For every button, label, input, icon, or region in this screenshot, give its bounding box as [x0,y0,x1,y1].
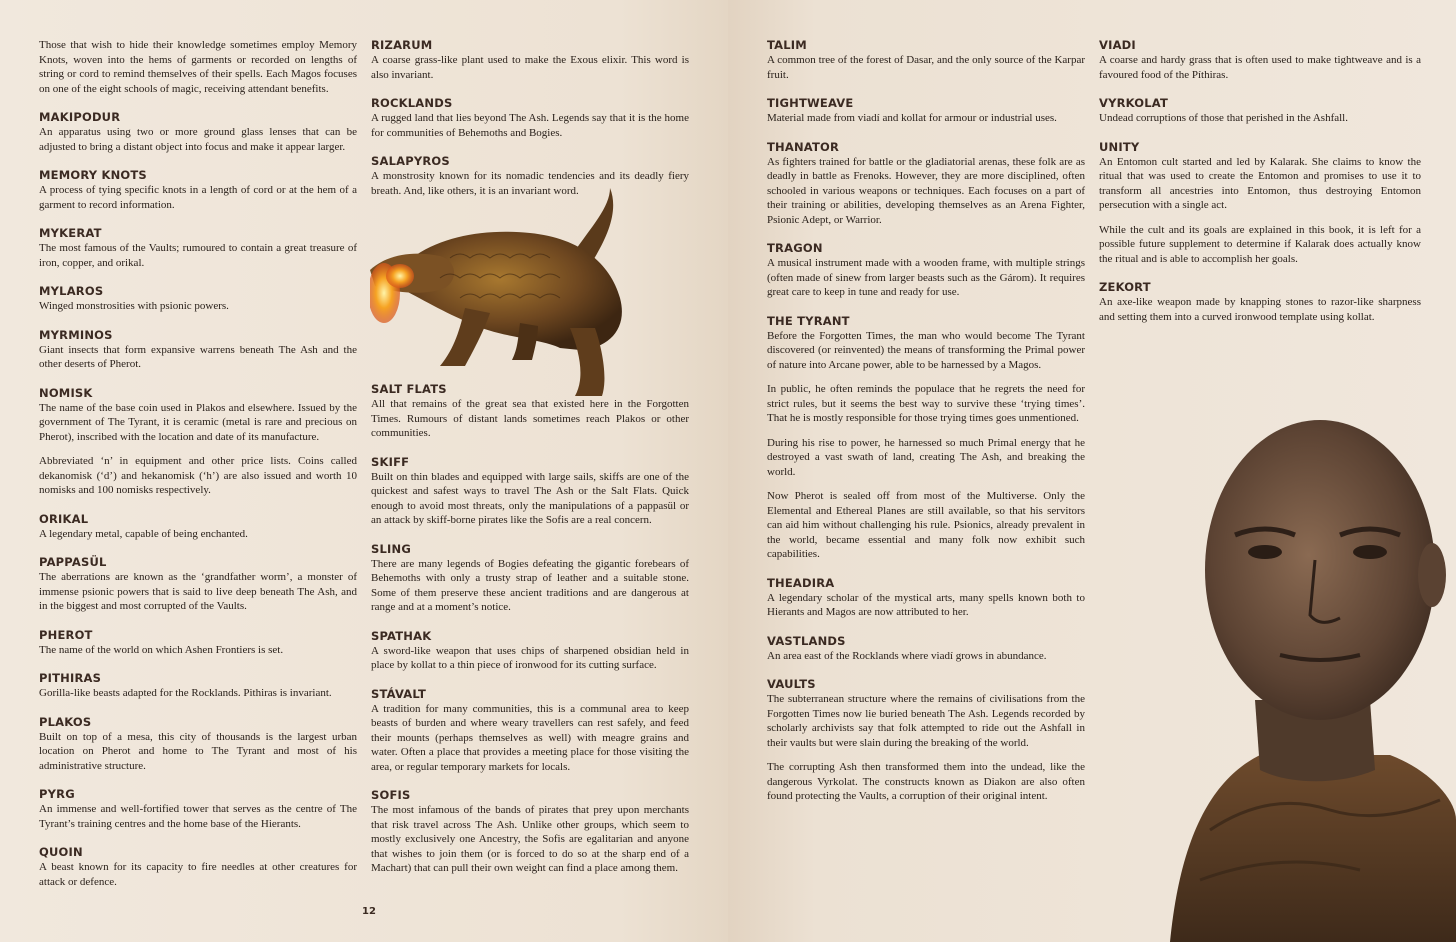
glossary-term: TIGHTWEAVE [767,96,854,110]
glossary-term: PITHIRAS [39,671,102,685]
definition-paragraph: A tradition for many communities, this is a communal area to keep beasts of burden and where weary travellers can rest safely, and feed their mounts (perhaps themselves as well) with meagre grains and water. Often a place that provides a meeting place for those visiting the area, or regular temporary markets for locals. [371,702,689,773]
glossary-definition [39,38,357,96]
glossary-entry [39,386,357,498]
glossary-entry [371,38,689,82]
glossary-term: VASTLANDS [767,633,846,648]
glossary-term: QUOIN [39,845,83,859]
glossary-term: SOFIS [371,788,411,802]
glossary-definition [39,686,357,701]
definition-paragraph: Now Pherot is sealed off from most of the Multiverse. Only the Elemental and Ethereal Planes are still available, so that his servitors can aid him without challenging his rule. Psionics, already prevalent in the world, became essential and many folk now exhibit such capabilities. [767,490,1085,560]
glossary-term: MAKIPODUR [39,110,121,124]
definition-paragraph: A coarse grass-like plant used to make the Exous elixir. This word is also invariant. [371,54,689,81]
glossary-term: SKIFF [371,454,410,469]
glossary-entry [39,284,357,314]
glossary-term: ROCKLANDS [371,96,453,110]
glossary-term: RIZARUM [371,38,433,52]
glossary-entry [39,671,357,701]
definition-paragraph: A legendary scholar of the mystical arts, many spells known both to Hierants and Magos are now attributed to her. [767,591,1085,618]
glossary-definition [767,111,1085,126]
definition-paragraph: Those that wish to hide their knowledge sometimes employ Memory Knots, woven into the hems of garments or recorded on lengths of string or cord to remind themselves of their spells. Each Magos focuses on one of the eight schools of magic, receiving attendant benefits. [39,39,357,95]
glossary-definition [767,155,1085,228]
glossary-column-2-top [371,38,689,212]
definition-paragraph: Winged monstrosities with psionic powers. [39,300,229,312]
glossary-entry [767,576,1085,620]
glossary-entry [767,96,1085,126]
definition-paragraph: Gorilla-like beasts adapted for the Rocklands. Pithiras is invariant. [39,687,332,699]
glossary-term: ORIKAL [39,511,89,526]
definition-paragraph: An immense and well-fortified tower that serves as the centre of The Tyrant’s training centres and the home base of the Hierants. [39,803,357,830]
glossary-entry [39,328,357,372]
definition-paragraph: The subterranean structure where the remains of civilisations from the Forgotten Times now lie buried beneath The Ash. Legends recorded by scholarly archivists say that folk attempted to ride out the Ashfall in their vaults but were slain during the breaking of the world. [767,693,1085,749]
page-number: 12 [362,906,376,917]
glossary-definition [767,329,1085,562]
definition-paragraph: Undead corruptions of those that perished in the Ashfall. [1099,112,1348,124]
glossary-column-4 [1099,38,1421,338]
definition-paragraph: The name of the world on which Ashen Frontiers is set. [39,643,284,656]
glossary-term: PHEROT [39,627,93,642]
definition-paragraph: Abbreviated ‘n’ in equipment and other price lists. Coins called dekanomisk (‘d’) and hekanomisk (‘h’) are also issued and worth 10 nomisks and 100 nomisks respectively. [39,455,357,496]
glossary-definition [371,702,689,775]
definition-paragraph: Built on top of a mesa, this city of thousands is the largest urban location on Pherot and home to The Tyrant and most of his administrative structure. [39,730,357,772]
definition-paragraph: While the cult and its goals are explained in this book, it is left for a possible future supplement to determine if Kalarak does actually know the ritual and is able to accomplish her goals. [1099,223,1421,265]
glossary-term: SLING [371,541,411,556]
definition-paragraph: As fighters trained for battle or the gladiatorial arenas, these folk are as deadly in battle as Frenoks. However, they are more disciplined, often schooled in various weapons or techniques. Each focuses on a part of their training or abilities, developing themselves as an Arena Fighter, Psionic Adept, or Warrior. [767,155,1085,226]
glossary-definition [39,125,357,154]
definition-paragraph: An Entomon cult started and led by Kalarak. She claims to know the ritual that was used to create the Entomon and promises to use it to transform all ancestries into Entomon, thus destroying Entomon persecution with a single act. [1099,155,1421,211]
glossary-definition [39,401,357,498]
glossary-entry [39,226,357,270]
glossary-term: SALT FLATS [371,382,447,396]
glossary-definition [39,299,357,314]
definition-paragraph: An apparatus using two or more ground glass lenses that can be adjusted to bring a distant object into focus and make it appear larger. [39,126,357,153]
glossary-definition [39,241,357,270]
definition-paragraph: A common tree of the forest of Dasar, and the only source of the Karpar fruit. [767,54,1085,81]
glossary-definition [371,803,689,876]
definition-paragraph: During his rise to power, he harnessed so much Primal energy that he destroyed a vast swath of land, creating The Ash, and breaking the world. [767,436,1085,478]
glossary-term: TRAGON [767,241,823,255]
definition-paragraph: A monstrosity known for its nomadic tendencies and its deadly fiery breath. And, like others, it is an invariant word. [371,170,689,197]
glossary-definition [371,397,689,441]
glossary-entry [39,715,357,774]
glossary-definition [39,730,357,774]
glossary-entry [39,512,357,542]
glossary-definition [39,802,357,831]
glossary-definition [371,644,689,673]
glossary-entry [371,455,689,528]
glossary-term: MYLAROS [39,284,104,298]
glossary-definition [371,557,689,615]
glossary-term: THE TYRANT [767,313,850,328]
glossary-term: VAULTS [767,677,816,691]
glossary-term: SALAPYROS [371,154,450,168]
definition-paragraph: Giant insects that form expansive warrens beneath The Ash and the other deserts of Pherot. [39,343,357,370]
definition-paragraph: Built on thin blades and equipped with large sails, skiffs are one of the quickest and safest ways to travel The Ash or the Salt Flats. Quick enough to avoid most threats, only the manipulations of a pappasül or an attack by skiff-borne pirates like the Sofis are a real concern. [371,470,689,526]
glossary-column-2-bottom [371,382,689,890]
glossary-definition [39,183,357,212]
glossary-term: THEADIRA [767,575,835,590]
glossary-entry [371,788,689,876]
glossary-entry [39,555,357,614]
glossary-entry [371,96,689,140]
definition-paragraph: The corrupting Ash then transformed them into the undead, like the dangerous Vyrkolat. The constructs known as Diakon are also often found protecting the Vaults, a corruption of their original intent. [767,761,1085,802]
portrait-illustration [1150,360,1456,942]
definition-paragraph: There are many legends of Bogies defeating the gigantic forebears of Behemoths with only a trusty strap of leather and a suitable stone. Some of them preserve these ancient traditions and are dangerous at range and at a moment’s notice. [371,557,689,613]
glossary-definition [1099,155,1421,267]
definition-paragraph: A sword-like weapon that uses chips of sharpened obsidian held in place by kollat to a thin piece of ironwood for its cutting surface. [371,644,689,671]
glossary-definition [39,570,357,614]
glossary-definition [39,527,357,542]
glossary-entry [767,241,1085,300]
glossary-entry [371,382,689,441]
glossary-term: UNITY [1099,139,1140,154]
definition-paragraph: A legendary metal, capable of being enchanted. [39,527,248,540]
glossary-term: SPATHAK [371,628,432,643]
definition-paragraph: An axe-like weapon made by knapping stones to razor-like sharpness and setting them into a curved ironwood template using kollat. [1099,296,1421,323]
glossary-column-1 [39,38,357,903]
glossary-definition [39,643,357,658]
glossary-term: NOMISK [39,385,93,400]
glossary-entry [39,845,357,889]
glossary-definition [767,256,1085,300]
glossary-definition [39,860,357,889]
glossary-definition [1099,295,1421,324]
glossary-term: MEMORY KNOTS [39,168,147,182]
glossary-term: VYRKOLAT [1099,96,1169,110]
glossary-definition [767,692,1085,804]
definition-paragraph: Before the Forgotten Times, the man who would become The Tyrant discovered (or reinvented) the means of transforming the Primal power of nature into Arcane power, able to be harnessed by a Magos. [767,329,1085,371]
glossary-entry [39,168,357,212]
definition-paragraph: The most famous of the Vaults; rumoured to contain a great treasure of iron, copper, and orikal. [39,242,357,269]
glossary-definition [1099,53,1421,82]
glossary-definition [767,649,1085,664]
definition-paragraph: An area east of the Rocklands where viadí grows in abundance. [767,649,1047,662]
definition-paragraph: Material made from viadí and kollat for armour or industrial uses. [767,112,1057,124]
glossary-definition [371,111,689,140]
glossary-definition [371,470,689,528]
glossary-entry [371,629,689,673]
glossary-entry [39,628,357,658]
glossary-term: TALIM [767,38,807,52]
glossary-column-3 [767,38,1085,818]
definition-paragraph: A process of tying specific knots in a length of cord or at the hem of a garment to record information. [39,184,357,211]
glossary-term: PLAKOS [39,714,92,729]
glossary-entry [39,38,357,96]
glossary-entry [371,687,689,775]
glossary-entry [1099,140,1421,267]
glossary-definition [39,343,357,372]
definition-paragraph: In public, he often reminds the populace that he regrets the need for strict rules, but it seems the best way to survive these ‘trying times’. That he is mostly responsible for those trying times goes unmentioned. [767,383,1085,424]
glossary-entry [767,38,1085,82]
definition-paragraph: A rugged land that lies beyond The Ash. Legends say that it is the home for communities of Behemoths and Bogies. [371,112,689,139]
glossary-definition [767,53,1085,82]
definition-paragraph: All that remains of the great sea that existed here in the Forgotten Times. Rumours of distant lands sometimes reach Plakos or other communities. [371,398,689,439]
definition-paragraph: A musical instrument made with a wooden frame, with multiple strings (often made of sinew from larger beasts such as the Gárom). It requires great care to keep in tune and ready for use. [767,257,1085,298]
glossary-definition [1099,111,1421,126]
definition-paragraph: The most infamous of the bands of pirates that prey upon merchants that risk travel across The Ash. Unlike other groups, which seem to mostly exclusively one Ancestry, the Sofis are egalitarian and anyone that wishes to join them (or is forced to do so at the sharp end of a Machart) that can pull their own weight can find a place among them. [371,804,689,874]
definition-paragraph: The name of the base coin used in Plakos and elsewhere. Issued by the government of The Tyrant, it is ceramic (metal is rare and precious on Pherot), inscribed with the location and date of its manufacture. [39,401,357,443]
glossary-entry [39,110,357,154]
glossary-entry [1099,280,1421,324]
glossary-term: PAPPASÜL [39,555,107,569]
glossary-entry [371,542,689,615]
glossary-term: MYKERAT [39,226,102,240]
glossary-term: ZEKORT [1099,280,1151,294]
glossary-term: PYRG [39,787,75,801]
definition-paragraph: The aberrations are known as the ‘grandfather worm’, a monster of immense psionic powers that is said to live deep beneath The Ash, and in the biggest and most corrupted of the Vaults. [39,571,357,612]
salapyros-illustration [370,188,700,400]
definition-paragraph: A beast known for its capacity to fire needles at other creatures for attack or defence. [39,861,357,888]
glossary-entry [767,314,1085,562]
glossary-entry [767,634,1085,664]
definition-paragraph: A coarse and hardy grass that is often used to make tightweave and is a favoured food of the Píthiras. [1099,54,1421,81]
glossary-term: MYRMINOS [39,327,113,342]
glossary-term: THANATOR [767,139,840,154]
glossary-term: VIADI [1099,38,1136,52]
glossary-entry [767,677,1085,804]
glossary-definition [767,591,1085,620]
glossary-entry [1099,38,1421,82]
glossary-entry [767,140,1085,228]
glossary-entry [1099,96,1421,126]
glossary-definition [371,53,689,82]
glossary-term: STÁVALT [371,686,427,701]
glossary-entry [39,787,357,831]
